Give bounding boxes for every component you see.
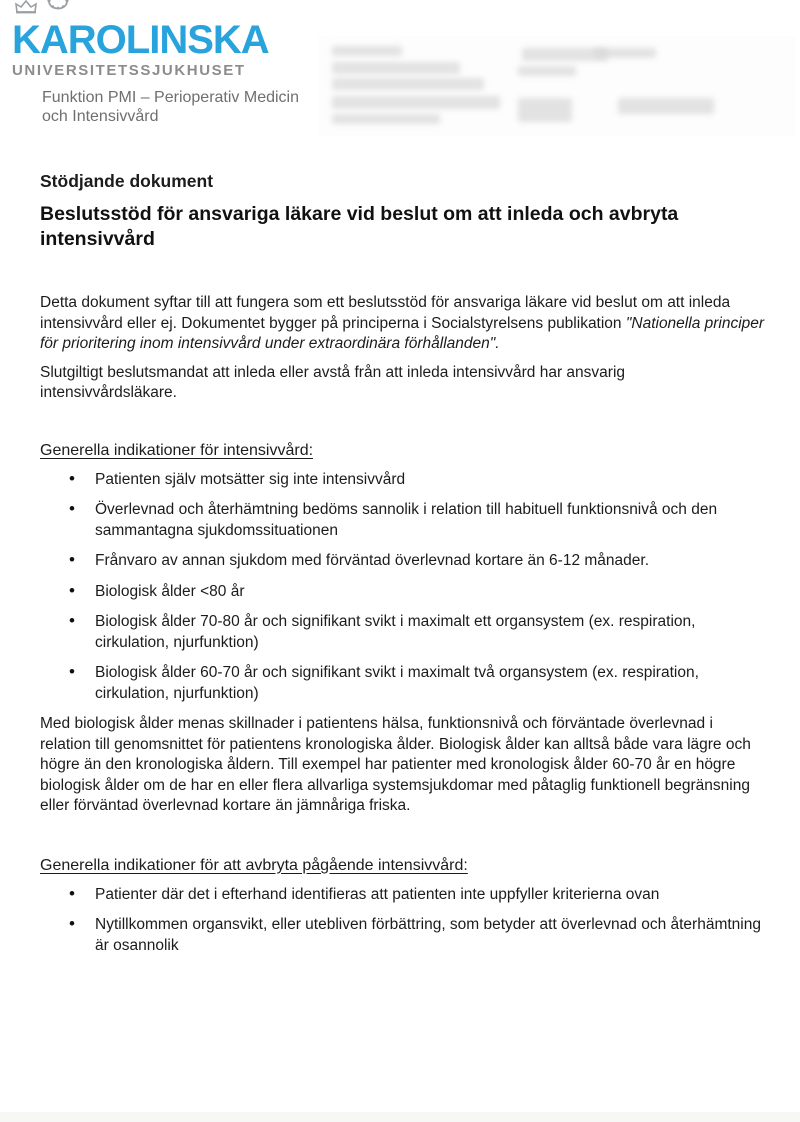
section-heading-start-icu: Generella indikationer för intensivvård:	[40, 441, 314, 459]
department-name	[42, 88, 299, 126]
list-item: • Överlevnad och återhämtning bedöms sannolik i relation till habituell funktionsnivå och den sammantagna sjukdomssituationen	[69, 500, 766, 541]
laurel-icon	[47, 0, 69, 19]
list-item: • Biologisk ålder <80 år	[69, 582, 766, 603]
intro-paragraph	[40, 293, 766, 355]
doc-kicker: Stödjande dokument	[40, 171, 214, 191]
brand-subtitle: UNIVERSITETSSJUKHUSET	[12, 62, 246, 79]
document-content	[40, 170, 766, 966]
list-item: • Nytillkommen organsvikt, eller utebliven förbättring, som betyder att överlevnad och återhämtning är osannolik	[69, 915, 766, 956]
list-item: • Patienter där det i efterhand identifieras att patienten inte uppfyller kriterierna ovan	[69, 885, 766, 906]
department-line2: och Intensivvård	[42, 108, 159, 125]
mandate-paragraph: Slutgiltigt beslutsmandat att inleda eller avstå från att inleda intensivvård har ansvarig intensivvårdsläkare.	[40, 363, 626, 401]
start-icu-bullet-list	[40, 470, 766, 705]
logo-crowns	[14, 3, 269, 19]
intro-text: Detta dokument syftar till att fungera som ett beslutsstöd för ansvariga läkare vid beslut om att inleda intensivvård eller ej. Dokumentet bygger på principerna i Socialstyrelsens publikation	[40, 294, 731, 332]
publication-citation: "Nationella principer för prioritering inom intensivvård under extraordinära förhållanden".	[40, 314, 765, 352]
list-item: • Biologisk ålder 60-70 år och signifikant svikt i maximalt två organsystem (ex. respiration, cirkulation, njurfunktion)	[69, 663, 766, 704]
hospital-logo	[12, 3, 269, 79]
list-item: • Frånvaro av annan sjukdom med förväntad överlevnad kortare än 6-12 månader.	[69, 551, 766, 572]
redacted-metadata-box	[318, 36, 795, 136]
section-heading-stop-icu: Generella indikationer för att avbryta pågående intensivvård:	[40, 856, 468, 874]
biologic-age-paragraph: Med biologisk ålder menas skillnader i patientens hälsa, funktionsnivå och förväntade överlevnad i relation till genomsnittet för patientens kronologiska ålder. Biologisk ålder kan alltså både vara lägre och högre än den kronologiska åldern. Till exempel har patienter med kronologisk ålder 60-70 år en högre biologisk ålder om de har en eller flera allvarliga systemsjukdomar med påtaglig funktionell begränsning eller förväntad överlevnad kortare än jämnåriga friska.	[40, 715, 751, 814]
crown-icon	[14, 0, 38, 19]
stop-icu-bullet-list	[40, 885, 766, 957]
brand-name: KAROLINSKA	[12, 18, 269, 62]
list-item: • Biologisk ålder 70-80 år och signifikant svikt i maximalt ett organsystem (ex. respiration, cirkulation, njurfunktion)	[69, 612, 766, 653]
page-title: Beslutsstöd för ansvariga läkare vid beslut om att inleda och avbryta intensivvård	[40, 203, 679, 250]
department-line1: Funktion PMI – Perioperativ Medicin	[42, 89, 299, 106]
list-item: • Patienten själv motsätter sig inte intensivvård	[69, 470, 766, 491]
